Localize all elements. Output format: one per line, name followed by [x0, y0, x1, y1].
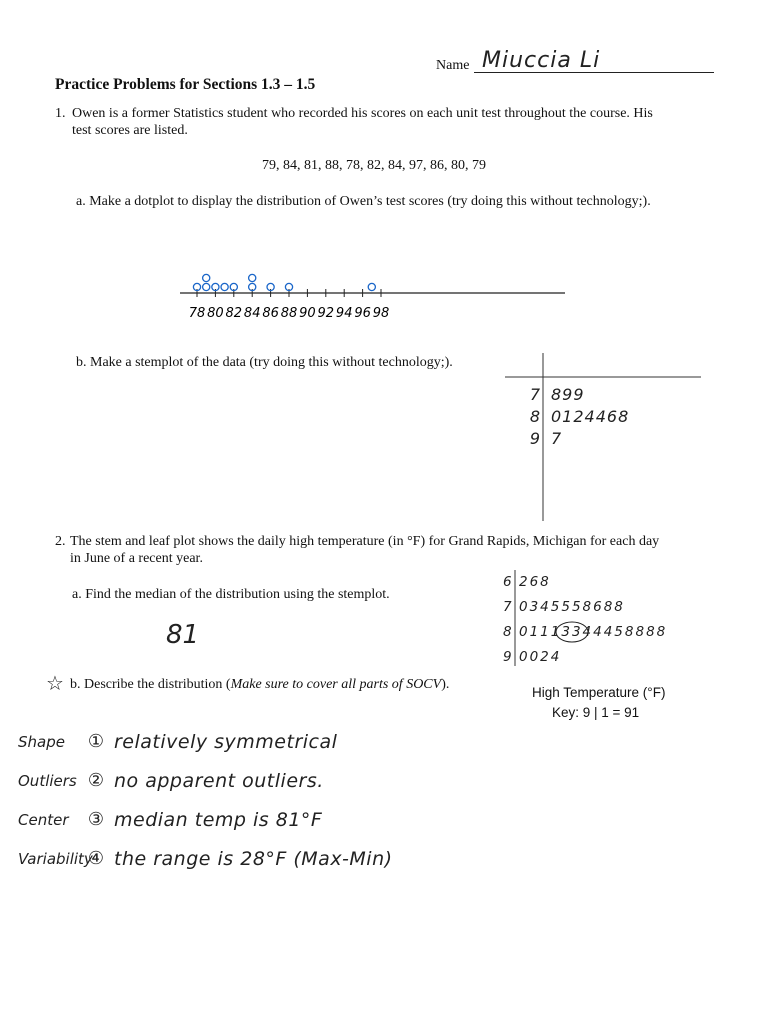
given-stemplot-row [503, 619, 713, 644]
socv-term: Outliers [18, 771, 77, 790]
stemplot-caption: High Temperature (°F) [532, 685, 666, 700]
dotplot-tick-label: 84 [243, 306, 261, 321]
score-separator: , [402, 158, 409, 173]
given-stem-value: 9 [503, 648, 512, 665]
given-stem-value: 6 [503, 573, 512, 590]
stemplot-key: Key: 9 | 1 = 91 [552, 705, 640, 720]
dotplot-tick-label: 78 [188, 306, 206, 321]
q1-score-list [262, 157, 486, 174]
socv-number: ② [87, 770, 105, 791]
score-value: 80 [451, 158, 465, 173]
score-value: 88 [325, 158, 339, 173]
stem-value: 8 [529, 406, 541, 426]
stem-value: 9 [529, 428, 541, 448]
given-stem-value: 8 [503, 623, 512, 640]
dotplot-tick-label: 98 [372, 306, 390, 321]
dotplot-tick-label: 82 [225, 306, 243, 321]
dotplot-dot [249, 274, 256, 281]
socv-term: Variability [18, 849, 93, 868]
q2-part-b-italic: Make sure to cover all parts of SOCV [230, 677, 442, 692]
student-name: Miuccia Li [482, 48, 601, 73]
q1-number: 1. [55, 106, 66, 121]
owen-dotplot [175, 265, 575, 330]
dotplot-tick-label: 96 [354, 306, 371, 321]
given-stem-value: 7 [503, 598, 512, 615]
socv-text: relatively symmetrical [114, 730, 338, 753]
score-separator: , [318, 158, 325, 173]
score-value: 86 [430, 158, 444, 173]
score-value: 78 [346, 158, 360, 173]
socv-number: ① [87, 731, 105, 752]
socv-row [18, 761, 578, 800]
score-value: 84 [388, 158, 402, 173]
student-stemplot-row [527, 383, 677, 405]
socv-term: Shape [18, 732, 65, 751]
answer-median: 81 [166, 620, 200, 650]
name-label: Name [436, 58, 470, 73]
score-separator: , [360, 158, 367, 173]
stem-value: 7 [529, 384, 541, 404]
socv-term: Center [18, 810, 69, 829]
socv-row [18, 800, 578, 839]
score-value: 79 [472, 158, 486, 173]
score-value: 79 [262, 158, 276, 173]
socv-answers [18, 722, 578, 878]
q1-text-line1: Owen is a former Statistics student who recorded his scores on each unit test throughout the course. His [72, 106, 653, 121]
q2-part-a: a. Find the median of the distribution using the stemplot. [72, 587, 390, 602]
dotplot-tick-label: 88 [280, 306, 298, 321]
score-value: 82 [367, 158, 381, 173]
dotplot-dot [221, 283, 228, 290]
given-stemplot [503, 569, 713, 669]
socv-row [18, 839, 578, 878]
score-separator: , [423, 158, 430, 173]
name-field [474, 48, 714, 73]
socv-text: no apparent outliers. [114, 769, 324, 792]
given-stemplot-row [503, 644, 713, 669]
leaf-values: 0124468 [551, 406, 630, 426]
q2-part-b [70, 676, 449, 693]
given-stemplot-row [503, 594, 713, 619]
score-separator: , [276, 158, 283, 173]
dotplot-tick-label: 90 [299, 306, 316, 321]
score-value: 97 [409, 158, 423, 173]
dotplot-tick-label: 80 [207, 306, 224, 321]
star-mark-icon: ☆ [46, 671, 64, 695]
student-stemplot-row [527, 427, 677, 449]
q2-text-line1: The stem and leaf plot shows the daily high temperature (in °F) for Grand Rapids, Michigan for each day [70, 534, 660, 549]
socv-number: ③ [87, 809, 105, 830]
dotplot-tick-label: 92 [317, 306, 335, 321]
score-separator: , [465, 158, 472, 173]
score-value: 81 [304, 158, 318, 173]
q2-number: 2. [55, 534, 66, 549]
q2-part-b-suffix: ). [441, 677, 450, 692]
dotplot-tick-label: 94 [335, 306, 353, 321]
leaf-values: 899 [551, 384, 585, 404]
socv-text: the range is 28°F (Max-Min) [114, 847, 393, 870]
dotplot-dot [203, 283, 210, 290]
socv-number: ④ [87, 848, 105, 869]
given-leaf-values: 01113344458888 [519, 623, 668, 640]
given-leaf-values: 0345558688 [519, 598, 625, 615]
dotplot-tick-label: 86 [262, 306, 279, 321]
q2-part-b-prefix: b. Describe the distribution ( [70, 677, 231, 692]
score-separator: , [381, 158, 388, 173]
score-separator: , [444, 158, 451, 173]
q1-part-a: a. Make a dotplot to display the distribution of Owen’s test scores (try doing this without technology;). [76, 194, 651, 209]
q2-text-line2: in June of a recent year. [70, 551, 203, 566]
given-leaf-values: 268 [519, 573, 551, 590]
given-leaf-values: 0024 [519, 648, 562, 665]
student-stemplot-row [527, 405, 677, 427]
score-separator: , [297, 158, 304, 173]
student-stemplot [527, 383, 677, 449]
given-stemplot-row [503, 569, 713, 594]
page-title: Practice Problems for Sections 1.3 – 1.5 [55, 76, 316, 93]
score-value: 84 [283, 158, 297, 173]
dotplot-dot [203, 274, 210, 281]
socv-row [18, 722, 578, 761]
dotplot-dot [368, 283, 375, 290]
q1-part-b: b. Make a stemplot of the data (try doing this without technology;). [76, 355, 453, 370]
score-separator: , [339, 158, 346, 173]
socv-text: median temp is 81°F [114, 808, 323, 831]
q1-text-line2: test scores are listed. [72, 123, 188, 138]
leaf-values: 7 [551, 428, 563, 448]
